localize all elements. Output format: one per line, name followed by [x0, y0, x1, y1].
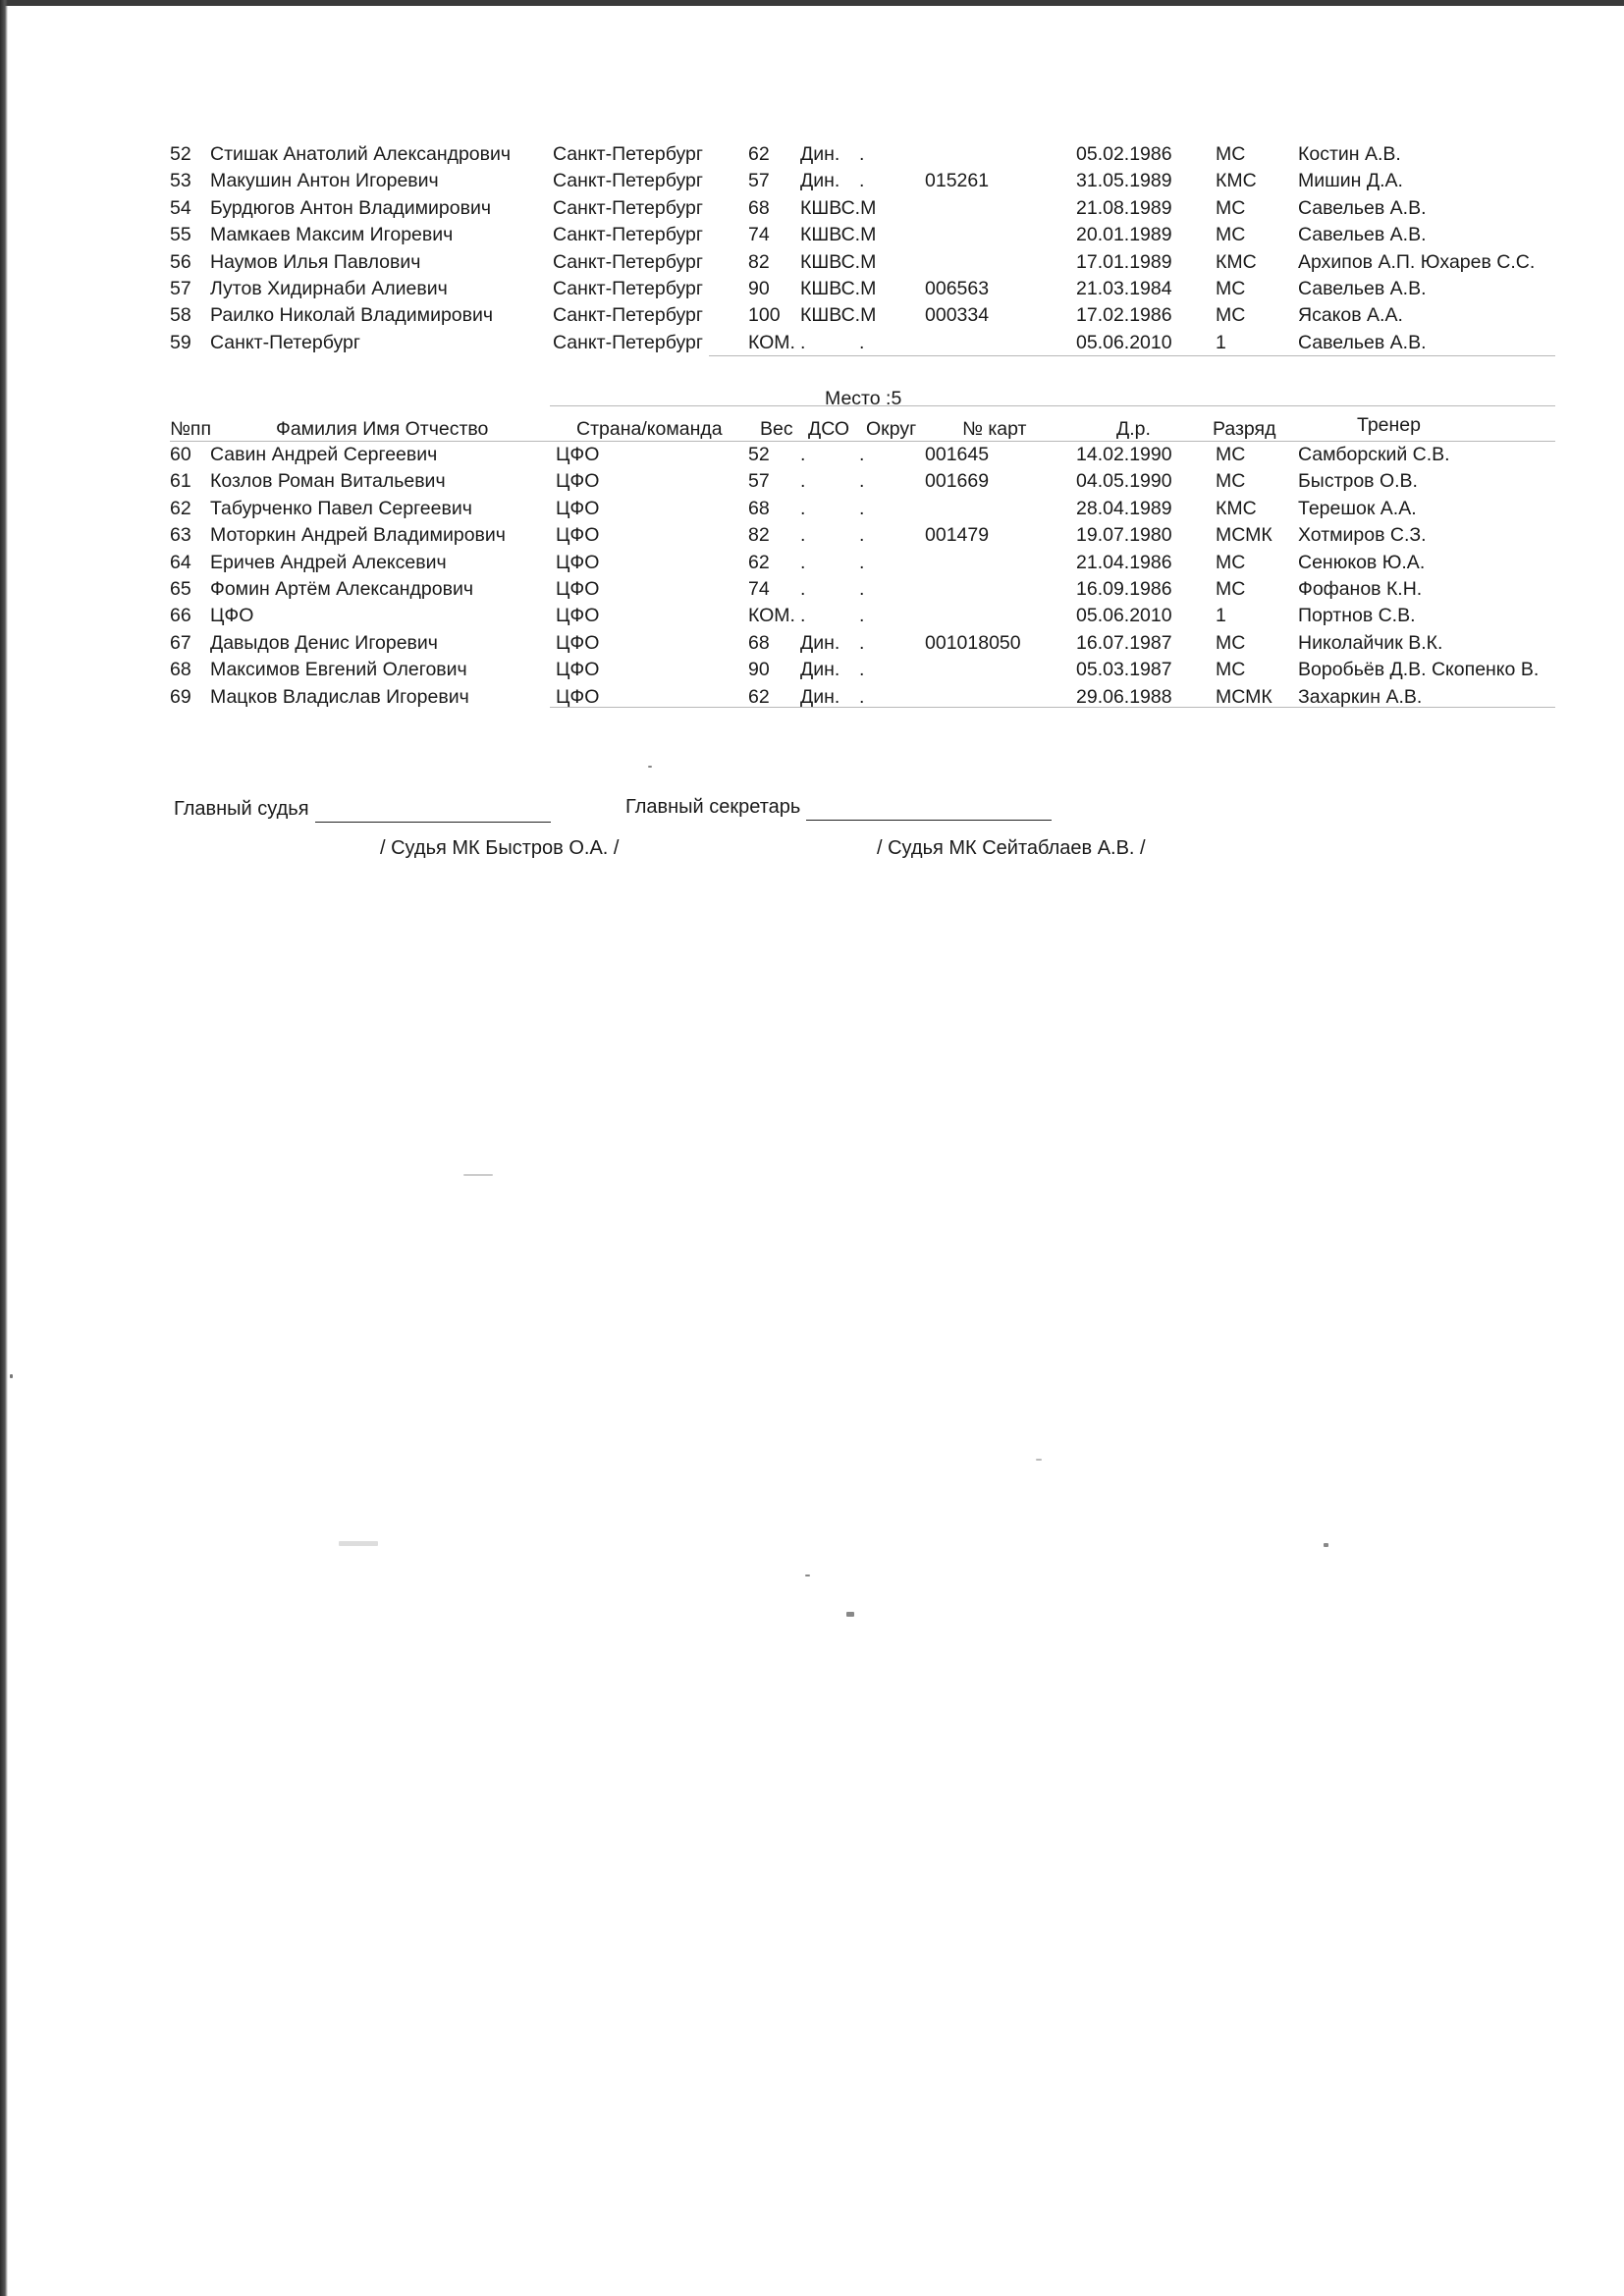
- chief-secretary-signature: [625, 793, 1052, 821]
- cell-weight: 82: [748, 524, 770, 547]
- header-rank: Разряд: [1213, 418, 1276, 440]
- cell-team: ЦФО: [556, 578, 600, 600]
- cell-dso: КШВС.М: [800, 224, 877, 246]
- cell-name: Савин Андрей Сергеевич: [210, 444, 438, 465]
- cell-card: 015261: [925, 170, 990, 192]
- cell-team: ЦФО: [556, 497, 600, 519]
- cell-team: ЦФО: [556, 631, 600, 654]
- cell-coach: Ясаков А.А.: [1298, 304, 1403, 327]
- cell-num: 58: [170, 304, 191, 327]
- cell-team: ЦФО: [556, 524, 600, 547]
- cell-rank: МС: [1216, 196, 1246, 219]
- cell-num: 66: [170, 605, 191, 627]
- cell-okrug: .: [859, 578, 865, 600]
- cell-weight: КОМ.: [748, 331, 795, 353]
- cell-okrug: .: [859, 524, 865, 547]
- cell-coach: Захаркин А.В.: [1298, 685, 1423, 708]
- cell-coach: Портнов С.В.: [1298, 605, 1416, 627]
- cell-name: Стишак Анатолий Александрович: [210, 143, 512, 165]
- table-row: [0, 603, 1624, 629]
- header-okrug: Округ: [866, 418, 917, 440]
- table-row: [0, 249, 1624, 276]
- cell-dso: .: [800, 444, 806, 465]
- scan-speck: [463, 1174, 493, 1176]
- cell-weight: 62: [748, 143, 770, 165]
- table-row: [0, 141, 1624, 168]
- cell-dso: Дин.: [800, 685, 840, 708]
- cell-dob: 19.07.1980: [1076, 524, 1172, 547]
- cell-rank: МС: [1216, 578, 1246, 600]
- cell-name: Санкт-Петербург: [210, 331, 360, 353]
- cell-dso: КШВС.М: [800, 304, 877, 327]
- cell-rank: МСМК: [1216, 685, 1272, 708]
- cell-dob: 16.09.1986: [1076, 578, 1172, 600]
- section-1-bottom-rule: [709, 355, 1555, 356]
- cell-coach: Фофанов К.Н.: [1298, 578, 1423, 600]
- cell-name: Максимов Евгений Олегович: [210, 659, 467, 681]
- cell-rank: КМС: [1216, 170, 1257, 192]
- cell-coach: Савельев А.В.: [1298, 278, 1427, 299]
- table-row: [0, 442, 1624, 468]
- cell-num: 56: [170, 250, 191, 273]
- place-rule: [550, 405, 1555, 406]
- table-row: [0, 468, 1624, 495]
- cell-coach: Савельев А.В.: [1298, 224, 1427, 246]
- cell-weight: 62: [748, 551, 770, 573]
- cell-name: Моторкин Андрей Владимирович: [210, 524, 506, 547]
- cell-card: 006563: [925, 278, 990, 299]
- cell-weight: 68: [748, 196, 770, 219]
- cell-okrug: .: [859, 331, 865, 353]
- cell-coach: Савельев А.В.: [1298, 196, 1427, 219]
- cell-num: 62: [170, 497, 191, 519]
- cell-rank: МС: [1216, 631, 1246, 654]
- chief-judge-label: Главный судья: [174, 798, 309, 820]
- cell-team: Санкт-Петербург: [553, 196, 703, 219]
- cell-card: 001645: [925, 444, 990, 465]
- cell-rank: МС: [1216, 278, 1246, 299]
- cell-num: 69: [170, 685, 191, 708]
- cell-weight: 57: [748, 170, 770, 192]
- cell-num: 53: [170, 170, 191, 192]
- cell-weight: 74: [748, 578, 770, 600]
- cell-dso: КШВС.М: [800, 278, 877, 299]
- scan-speck: [846, 1612, 854, 1617]
- cell-coach: Костин А.В.: [1298, 143, 1401, 165]
- table-row: [0, 630, 1624, 657]
- cell-dob: 05.03.1987: [1076, 659, 1172, 681]
- scan-top-edge: [0, 0, 1624, 6]
- cell-rank: МС: [1216, 551, 1246, 573]
- header-team: Страна/команда: [576, 418, 723, 440]
- table-row: [0, 496, 1624, 522]
- cell-dso: .: [800, 497, 806, 519]
- cell-dso: .: [800, 605, 806, 627]
- cell-team: Санкт-Петербург: [553, 250, 703, 273]
- cell-rank: МС: [1216, 444, 1246, 465]
- cell-name: Макушин Антон Игоревич: [210, 170, 439, 192]
- cell-num: 68: [170, 659, 191, 681]
- table-row: [0, 302, 1624, 329]
- header-weight: Вес: [760, 418, 793, 440]
- cell-dob: 31.05.1989: [1076, 170, 1172, 192]
- cell-weight: 100: [748, 304, 781, 327]
- cell-weight: 82: [748, 250, 770, 273]
- cell-dso: .: [800, 470, 806, 493]
- cell-dso: КШВС.М: [800, 250, 877, 273]
- cell-team: Санкт-Петербург: [553, 170, 703, 192]
- chief-judge-line: [315, 802, 551, 823]
- table-row: [0, 222, 1624, 248]
- cell-name: Козлов Роман Витальевич: [210, 470, 446, 493]
- cell-weight: 68: [748, 497, 770, 519]
- cell-team: Санкт-Петербург: [553, 143, 703, 165]
- cell-dso: Дин.: [800, 659, 840, 681]
- cell-coach: Николайчик В.К.: [1298, 631, 1443, 654]
- scan-speck: [648, 766, 652, 768]
- cell-team: ЦФО: [556, 659, 600, 681]
- cell-dob: 29.06.1988: [1076, 685, 1172, 708]
- cell-okrug: .: [859, 170, 865, 192]
- cell-num: 63: [170, 524, 191, 547]
- cell-name: Еричев Андрей Алексевич: [210, 551, 447, 573]
- cell-okrug: .: [859, 685, 865, 708]
- cell-okrug: .: [859, 551, 865, 573]
- section-2-bottom-rule: [550, 707, 1555, 708]
- cell-weight: КОМ.: [748, 605, 795, 627]
- cell-card: 001479: [925, 524, 990, 547]
- header-coach: Тренер: [1357, 414, 1421, 436]
- cell-weight: 57: [748, 470, 770, 493]
- cell-rank: МС: [1216, 659, 1246, 681]
- table-row: [0, 550, 1624, 576]
- cell-dso: .: [800, 524, 806, 547]
- scan-speck: [1036, 1459, 1042, 1461]
- cell-name: Бурдюгов Антон Владимирович: [210, 196, 492, 219]
- cell-dob: 05.02.1986: [1076, 143, 1172, 165]
- cell-dob: 05.06.2010: [1076, 605, 1172, 627]
- cell-num: 67: [170, 631, 191, 654]
- cell-weight: 68: [748, 631, 770, 654]
- cell-name: Табурченко Павел Сергеевич: [210, 497, 472, 519]
- cell-okrug: .: [859, 444, 865, 465]
- cell-rank: 1: [1216, 605, 1226, 627]
- chief-judge-name: / Судья МК Быстров О.А. /: [380, 837, 620, 859]
- cell-dob: 04.05.1990: [1076, 470, 1172, 493]
- place-label: Место :5: [825, 388, 902, 409]
- header-name: Фамилия Имя Отчество: [276, 418, 489, 440]
- cell-rank: 1: [1216, 331, 1226, 353]
- cell-coach: Архипов А.П. Юхарев С.С.: [1298, 250, 1536, 273]
- table-row: [0, 330, 1624, 356]
- cell-weight: 74: [748, 224, 770, 246]
- cell-coach: Савельев А.В.: [1298, 331, 1427, 353]
- cell-dob: 17.01.1989: [1076, 250, 1172, 273]
- cell-team: ЦФО: [556, 444, 600, 465]
- cell-num: 60: [170, 444, 191, 465]
- cell-team: Санкт-Петербург: [553, 331, 703, 353]
- cell-dso: Дин.: [800, 170, 840, 192]
- cell-dob: 17.02.1986: [1076, 304, 1172, 327]
- cell-team: ЦФО: [556, 551, 600, 573]
- header-card: № карт: [962, 418, 1027, 440]
- cell-coach: Хотмиров С.З.: [1298, 524, 1427, 547]
- cell-dso: .: [800, 331, 806, 353]
- cell-name: Мамкаев Максим Игоревич: [210, 224, 454, 246]
- cell-num: 65: [170, 578, 191, 600]
- cell-okrug: .: [859, 605, 865, 627]
- cell-name: Мацков Владислав Игоревич: [210, 685, 469, 708]
- cell-rank: МС: [1216, 224, 1246, 246]
- cell-coach: Сенюков Ю.А.: [1298, 551, 1426, 573]
- header-num: №пп: [170, 418, 212, 440]
- cell-dob: 21.03.1984: [1076, 278, 1172, 299]
- cell-dso: КШВС.М: [800, 196, 877, 219]
- cell-dob: 28.04.1989: [1076, 497, 1172, 519]
- cell-team: ЦФО: [556, 470, 600, 493]
- cell-dso: .: [800, 578, 806, 600]
- cell-num: 55: [170, 224, 191, 246]
- cell-coach: Самборский С.В.: [1298, 444, 1450, 465]
- cell-weight: 62: [748, 685, 770, 708]
- table-row: [0, 576, 1624, 603]
- header-dob: Д.р.: [1116, 418, 1151, 440]
- cell-name: Давыдов Денис Игоревич: [210, 631, 438, 654]
- cell-name: Лутов Хидирнаби Алиевич: [210, 278, 448, 299]
- cell-num: 52: [170, 143, 191, 165]
- cell-rank: МС: [1216, 143, 1246, 165]
- chief-secretary-name: / Судья МК Сейтаблаев А.В. /: [877, 837, 1146, 859]
- cell-okrug: .: [859, 631, 865, 654]
- cell-card: 001018050: [925, 631, 1021, 654]
- scan-speck: [339, 1541, 378, 1546]
- cell-name: ЦФО: [210, 605, 254, 627]
- cell-okrug: .: [859, 143, 865, 165]
- cell-num: 64: [170, 551, 191, 573]
- cell-rank: КМС: [1216, 497, 1257, 519]
- table-row: [0, 657, 1624, 683]
- table-row: [0, 195, 1624, 222]
- chief-judge-signature: [174, 795, 551, 823]
- cell-team: ЦФО: [556, 605, 600, 627]
- cell-card: 000334: [925, 304, 990, 327]
- cell-weight: 52: [748, 444, 770, 465]
- table-row: [0, 276, 1624, 302]
- cell-dob: 14.02.1990: [1076, 444, 1172, 465]
- cell-okrug: .: [859, 659, 865, 681]
- chief-secretary-label: Главный секретарь: [625, 796, 801, 818]
- scan-speck: [805, 1575, 810, 1576]
- cell-team: Санкт-Петербург: [553, 304, 703, 327]
- cell-okrug: .: [859, 470, 865, 493]
- cell-coach: Терешок А.А.: [1298, 497, 1417, 519]
- cell-dob: 21.04.1986: [1076, 551, 1172, 573]
- header-dso: ДСО: [808, 418, 850, 440]
- cell-dob: 16.07.1987: [1076, 631, 1172, 654]
- cell-num: 57: [170, 278, 191, 299]
- cell-coach: Мишин Д.А.: [1298, 170, 1403, 192]
- scan-speck: [10, 1374, 13, 1378]
- cell-dob: 21.08.1989: [1076, 196, 1172, 219]
- cell-num: 54: [170, 196, 191, 219]
- scan-speck: [1324, 1543, 1328, 1547]
- chief-secretary-line: [806, 800, 1052, 821]
- cell-name: Наумов Илья Павлович: [210, 250, 421, 273]
- cell-dso: Дин.: [800, 631, 840, 654]
- cell-rank: МС: [1216, 304, 1246, 327]
- table-row: [0, 522, 1624, 549]
- cell-name: Фомин Артём Александрович: [210, 578, 474, 600]
- cell-weight: 90: [748, 659, 770, 681]
- cell-okrug: .: [859, 497, 865, 519]
- table-row: [0, 168, 1624, 194]
- cell-card: 001669: [925, 470, 990, 493]
- cell-rank: МС: [1216, 470, 1246, 493]
- cell-rank: МСМК: [1216, 524, 1272, 547]
- cell-team: Санкт-Петербург: [553, 278, 703, 299]
- cell-team: ЦФО: [556, 685, 600, 708]
- cell-dob: 20.01.1989: [1076, 224, 1172, 246]
- cell-dso: Дин.: [800, 143, 840, 165]
- cell-num: 61: [170, 470, 191, 493]
- cell-weight: 90: [748, 278, 770, 299]
- cell-num: 59: [170, 331, 191, 353]
- cell-rank: КМС: [1216, 250, 1257, 273]
- cell-dob: 05.06.2010: [1076, 331, 1172, 353]
- cell-coach: Воробьёв Д.В. Скопенко В.: [1298, 659, 1540, 681]
- cell-dso: .: [800, 551, 806, 573]
- cell-coach: Быстров О.В.: [1298, 470, 1418, 493]
- cell-team: Санкт-Петербург: [553, 224, 703, 246]
- cell-name: Раилко Николай Владимирович: [210, 304, 494, 327]
